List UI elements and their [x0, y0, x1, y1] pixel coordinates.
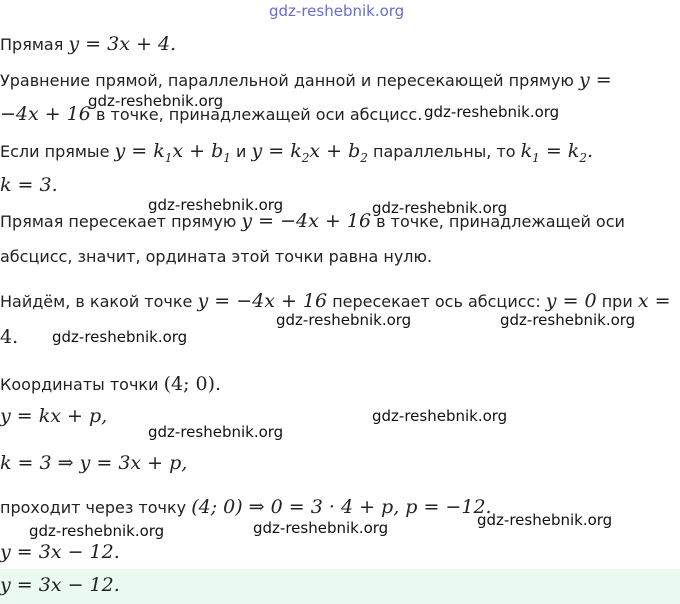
line-8-math-3: x = — [637, 290, 671, 312]
line-9-math: 4. — [0, 326, 19, 348]
line-10 — [0, 373, 221, 395]
line-13-math: (4; 0) ⇒ 0 = 3 · 4 + p, p = −12. — [191, 496, 492, 518]
line-5 — [0, 174, 58, 196]
answer-box — [0, 569, 680, 604]
line-4-text-c: параллельны, то — [367, 142, 521, 161]
line-9 — [0, 326, 18, 348]
watermark: gdz-reshebnik.org — [372, 199, 508, 217]
line-12 — [0, 452, 187, 474]
line-14 — [0, 541, 120, 563]
watermark: gdz-reshebnik.org — [477, 511, 613, 529]
line-10-math: (4; 0). — [163, 373, 222, 395]
line-8-math-1: y = −4x + 16 — [197, 290, 328, 312]
line-3-math: −4x + 16 — [0, 103, 91, 125]
watermark: gdz-reshebnik.org — [424, 103, 560, 121]
line-6-text-b: в точке, принадлежащей оси — [371, 212, 625, 231]
line-4-text-a: Если прямые — [0, 142, 115, 161]
line-10-text: Координаты точки — [0, 375, 164, 394]
line-4-text-b: и — [230, 142, 252, 161]
line-4-math-3: $k_1 = k_2$. — [520, 140, 594, 165]
watermark: gdz-reshebnik.org — [148, 196, 284, 214]
line-8-text-c: при — [596, 292, 638, 311]
line-1 — [0, 33, 176, 55]
watermark: gdz-reshebnik.org — [29, 522, 165, 540]
answer-math: y = 3x − 12. — [0, 574, 120, 596]
line-1-text: Прямая — [0, 35, 69, 54]
line-11 — [0, 405, 107, 427]
watermark: gdz-reshebnik.org — [500, 311, 636, 329]
watermark-top: gdz-reshebnik.org — [269, 2, 405, 20]
line-5-math: k = 3. — [0, 174, 58, 196]
line-6-text-a: Прямая пересекает прямую — [0, 212, 242, 231]
line-7-text: абсцисс, значит, ордината этой точки равна нулю. — [0, 247, 433, 266]
line-12-math: k = 3 ⇒ y = 3x + p, — [0, 452, 188, 474]
line-3-text: в точке, принадлежащей оси абсцисс. — [90, 105, 423, 124]
watermark: gdz-reshebnik.org — [148, 423, 284, 441]
line-14-math: y = 3x − 12. — [0, 541, 120, 563]
line-8-text-b: пересекает ось абсцисс: — [327, 292, 546, 311]
line-8-text-a: Найдём, в какой точке — [0, 292, 198, 311]
watermark: gdz-reshebnik.org — [372, 407, 508, 425]
line-6 — [0, 210, 625, 232]
watermark: gdz-reshebnik.org — [88, 92, 224, 110]
line-4-math-1: $y = k_1x + b_1$ — [114, 140, 231, 165]
line-11-math: y = kx + p, — [0, 405, 108, 427]
line-6-math: y = −4x + 16 — [241, 210, 372, 232]
line-4-math-2: $y = k_2x + b_2$ — [251, 140, 368, 165]
line-1-math: y = 3x + 4. — [68, 33, 177, 55]
line-13 — [0, 496, 492, 518]
line-2 — [0, 69, 612, 91]
watermark: gdz-reshebnik.org — [253, 519, 389, 537]
line-2-text: Уравнение прямой, параллельной данной и пересекающей прямую — [0, 71, 579, 90]
line-8-math-2: y = 0 — [545, 290, 597, 312]
line-8 — [0, 290, 671, 312]
line-7 — [0, 247, 432, 266]
line-2-math: y = — [578, 69, 612, 91]
line-13-text: проходит через точку — [0, 498, 192, 517]
line-4 — [0, 140, 593, 165]
watermark: gdz-reshebnik.org — [276, 311, 412, 329]
watermark: gdz-reshebnik.org — [52, 328, 188, 346]
